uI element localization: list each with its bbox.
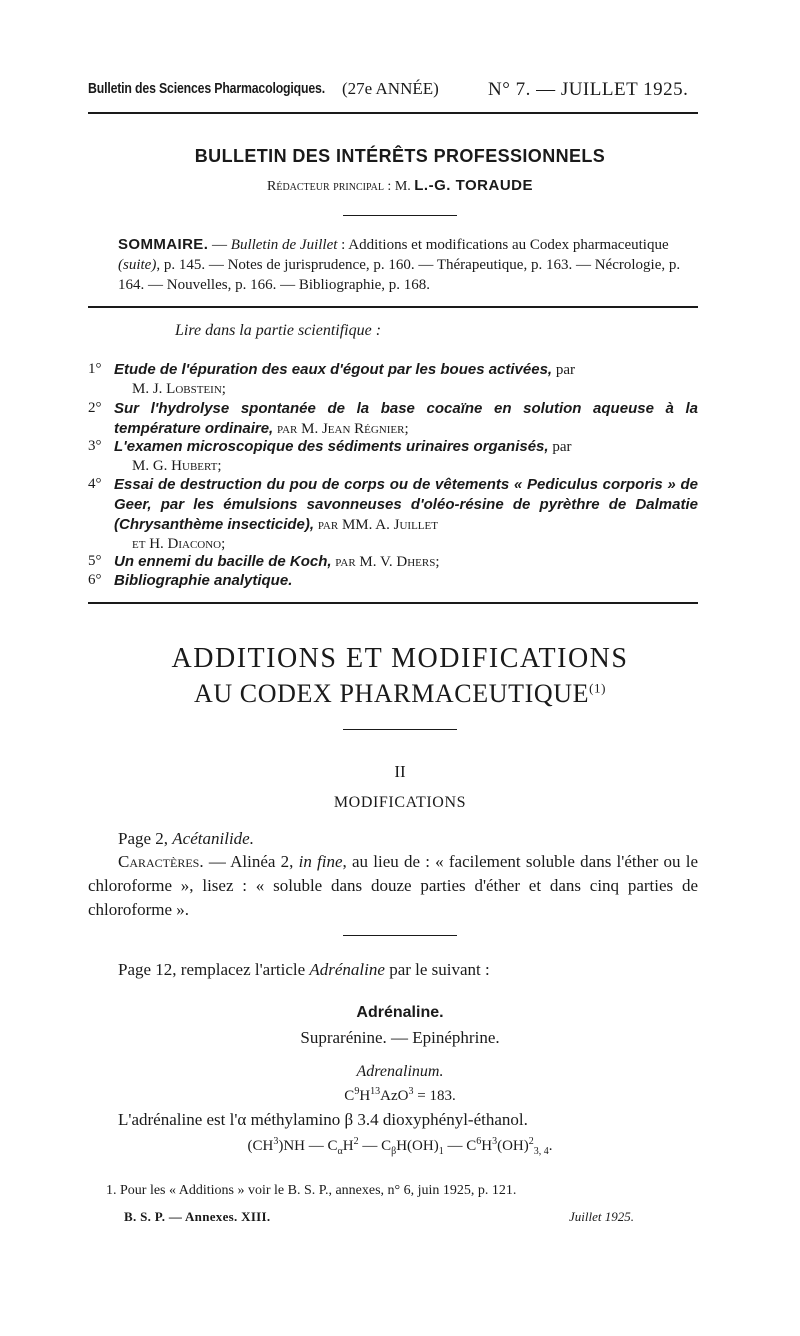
item-number: 3° [88, 438, 102, 454]
scientific-heading: Lire dans la partie scientifique : [175, 322, 382, 339]
footnote-ref[interactable]: (1) [589, 680, 607, 696]
formula-part: 3 [273, 1136, 279, 1147]
summary-text: , p. 145. — Notes de jurisprudence, p. 160. — Thérapeutique, p. 163. — Nécrologie, p. 164. — Nouvelles, p. 166. — Bibliographie, p. 168. [118, 257, 681, 293]
bulletin-title: BULLETIN DES INTÉRÊTS PROFESSIONNELS [194, 146, 606, 166]
short-rule [343, 935, 457, 936]
page-ref: Page 2, [118, 829, 173, 848]
summary-text: — [208, 237, 231, 253]
list-item [88, 552, 698, 572]
paragraph-label: Caractères. [118, 852, 204, 871]
formula-part: 1 [438, 1146, 444, 1157]
formula-part: C [344, 1088, 355, 1104]
paragraph-text: , au lieu de : « facilement soluble dans l'éther ou le chloroforme », lisez : « soluble dans douze parties d'éther et dans cinq parties de chloroforme ». [88, 852, 698, 919]
summary-bulletin: Bulletin de Juillet [230, 237, 338, 253]
entry-name: Adrénaline [309, 960, 385, 979]
article-title-line1: ADDITIONS ET MODIFICATIONS [171, 643, 629, 674]
section-number: II [394, 762, 406, 781]
formula-part: — C [358, 1138, 392, 1154]
monograph-synonyms: Suprarénine. — Epinéphrine. [300, 1028, 500, 1047]
item-author-cont: M. J. Lobstein; [132, 381, 226, 397]
short-rule [343, 215, 457, 216]
item-number: 4° [88, 476, 102, 492]
monograph-description: L'adrénaline est l'α méthylamino β 3.4 dioxyphényl-éthanol. [118, 1110, 528, 1129]
formula-part: — C [443, 1138, 477, 1154]
item-author: par [552, 362, 575, 378]
item-author-cont: et H. Diacono; [132, 536, 226, 552]
formula-part: H [481, 1138, 493, 1154]
item-author: par MM. A. Juillet [314, 517, 438, 533]
summary-label: SOMMAIRE. [118, 236, 209, 253]
formula-part: 2 [528, 1136, 534, 1147]
editor-label: Rédacteur principal : M. [267, 179, 411, 194]
journal-name: Bulletin des Sciences Pharmacologiques. [88, 80, 325, 97]
item-title: Bibliographie analytique. [114, 572, 293, 589]
editor-name: L.-G. TORAUDE [414, 177, 533, 194]
item-title: L'examen microscopique des sédiments urinaires organisés, [114, 438, 549, 455]
formula-part: . [548, 1138, 553, 1154]
formula-part: AzO [380, 1088, 409, 1104]
formula-part: 3 [492, 1136, 498, 1147]
item-title: Etude de l'épuration des eaux d'égout par les boues activées, [114, 361, 553, 378]
item-title: Un ennemi du bacille de Koch, [114, 553, 332, 570]
monograph-title: Adrénaline. [356, 1004, 444, 1021]
adrenaline-heading [118, 960, 490, 980]
formula-part: (CH [247, 1138, 274, 1154]
list-item [88, 571, 698, 591]
summary-text: : Additions et modifications au Codex pharmaceutique [337, 237, 669, 253]
item-author: par M. Jean Régnier; [273, 421, 409, 437]
header-rule [88, 112, 698, 114]
footnote: 1. Pour les « Additions » voir le B. S. P., annexes, n° 6, juin 1925, p. 121. [106, 1183, 517, 1198]
section-rule [88, 602, 698, 604]
formula-part: β [391, 1146, 397, 1157]
editor-line [0, 177, 800, 195]
footer-annex: B. S. P. — Annexes. XIII. [124, 1209, 271, 1224]
list-item [88, 399, 698, 439]
chemical-formula [0, 1086, 800, 1105]
page-ref: Page 12, remplacez l'article [118, 960, 310, 979]
acetanilide-paragraph [88, 850, 698, 922]
formula-part: H(OH) [396, 1138, 439, 1154]
formula-part: 6 [476, 1136, 482, 1147]
list-item [88, 360, 698, 399]
article-title-text: AU CODEX PHARMACEUTIQUE [193, 679, 590, 708]
formula-part: (OH) [497, 1138, 529, 1154]
item-title: Essai de destruction du pou de corps ou de vêtements « Pediculus corporis » de Geer, par les émulsions savonneuses d'oléo-résine de pyrèthre de Dalmatie (Chrysanthème insecticide), [114, 476, 698, 533]
item-number: 6° [88, 572, 102, 588]
formula-part: )NH — C [278, 1138, 338, 1154]
in-fine: in fine [298, 852, 343, 871]
list-item [88, 437, 698, 476]
paragraph-text: — Alinéa 2, [203, 852, 299, 871]
formula-part: H [359, 1088, 371, 1104]
list-item [88, 475, 698, 554]
formula-part: = 183. [413, 1088, 456, 1104]
journal-year: (27e ANNÉE) [342, 79, 439, 98]
issue-number: N° 7. — JUILLET 1925. [488, 79, 689, 100]
structural-formula [0, 1136, 800, 1157]
article-title-line2 [0, 679, 800, 709]
short-rule [343, 729, 457, 730]
formula-part: 2 [353, 1136, 359, 1147]
acetanilide-heading [118, 827, 254, 851]
item-author-cont: M. G. Hubert; [132, 458, 222, 474]
formula-part: 9 [354, 1086, 360, 1097]
formula-part: H [342, 1138, 354, 1154]
summary-paragraph [118, 235, 698, 295]
summary-suite: (suite) [118, 257, 157, 273]
item-number: 5° [88, 553, 102, 569]
formula-part: 3 [408, 1086, 414, 1097]
item-author: par M. V. Dhers; [331, 554, 440, 570]
footer-date: Juillet 1925. [569, 1209, 634, 1224]
item-number: 2° [88, 400, 102, 416]
item-author: par [548, 439, 572, 455]
formula-part: α [337, 1146, 343, 1157]
monograph-latin-name: Adrenalinum. [356, 1063, 444, 1080]
section-rule [88, 306, 698, 308]
section-title: MODIFICATIONS [333, 794, 467, 811]
item-title: Sur l'hydrolyse spontanée de la base cocaïne en solution aqueuse à la température ordinaire, [114, 400, 698, 437]
formula-part: 13 [370, 1086, 381, 1097]
formula-part: 3, 4 [533, 1146, 549, 1157]
entry-name: Acétanilide. [172, 829, 254, 848]
item-number: 1° [88, 361, 102, 377]
page-ref-tail: par le suivant : [384, 960, 490, 979]
